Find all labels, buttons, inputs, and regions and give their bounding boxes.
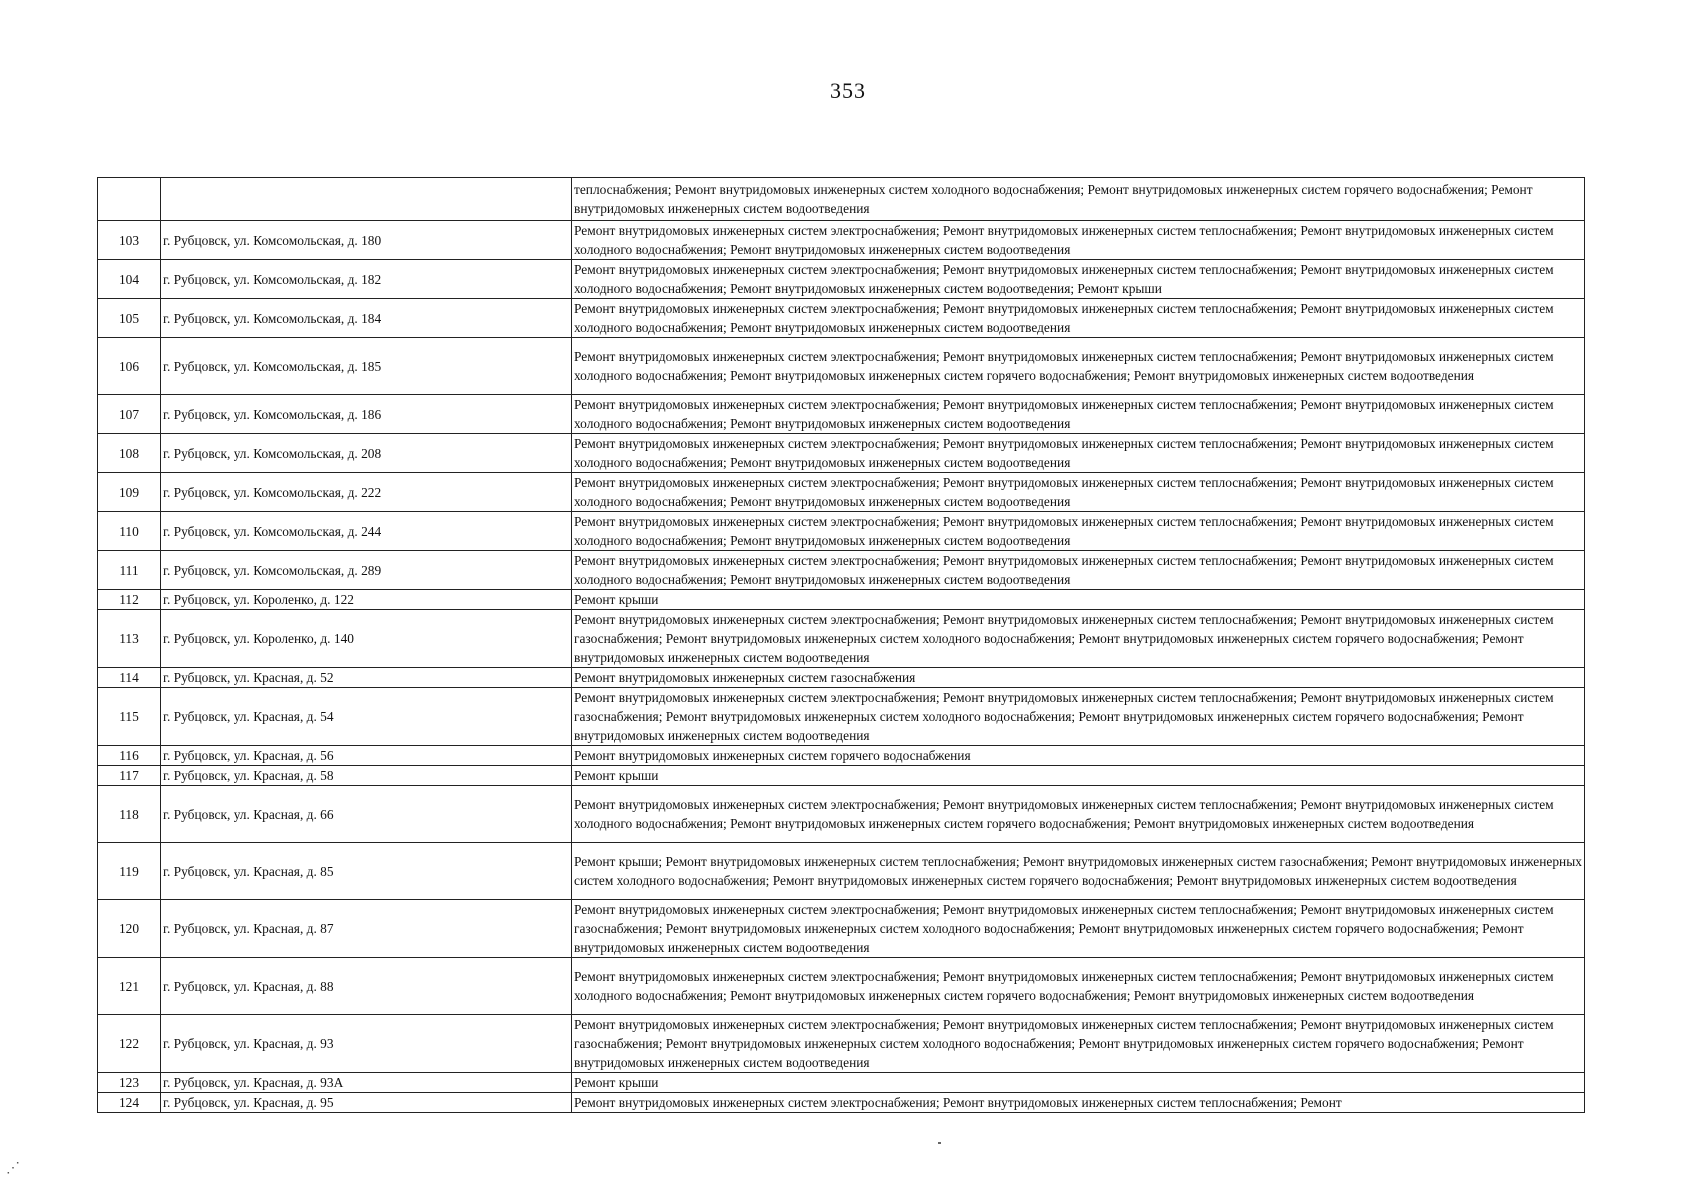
- table-row: [98, 512, 1585, 551]
- table-row: [98, 786, 1585, 843]
- row-works: Ремонт крыши: [572, 766, 1585, 786]
- row-number: [98, 178, 161, 221]
- row-number: 121: [98, 958, 161, 1015]
- row-address: г. Рубцовск, ул. Короленко, д. 122: [161, 590, 572, 610]
- row-address: г. Рубцовск, ул. Комсомольская, д. 180: [161, 221, 572, 260]
- scan-artifact: ⋰: [6, 1161, 20, 1176]
- row-number: 119: [98, 843, 161, 900]
- row-number: 104: [98, 260, 161, 299]
- row-number: 107: [98, 395, 161, 434]
- row-number: 112: [98, 590, 161, 610]
- row-address: г. Рубцовск, ул. Красная, д. 88: [161, 958, 572, 1015]
- table-row: [98, 434, 1585, 473]
- row-works: Ремонт внутридомовых инженерных систем электроснабжения; Ремонт внутридомовых инженерных систем теплоснабжения; Ремонт внутридомовых инженерных систем газоснабжения; Ремонт внутридомовых инженерных систем холодного водоснабжения; Ремонт внутридомовых инженерных систем горячего водоснабжения; Ремонт внутридомовых инженерных систем водоотведения: [572, 610, 1585, 668]
- table-row: [98, 590, 1585, 610]
- row-address: г. Рубцовск, ул. Комсомольская, д. 185: [161, 338, 572, 395]
- row-number: 120: [98, 900, 161, 958]
- row-number: 108: [98, 434, 161, 473]
- table-row: [98, 900, 1585, 958]
- table-row: [98, 766, 1585, 786]
- table-row: [98, 299, 1585, 338]
- row-number: 106: [98, 338, 161, 395]
- row-number: 109: [98, 473, 161, 512]
- row-works: Ремонт внутридомовых инженерных систем горячего водоснабжения: [572, 746, 1585, 766]
- table-row: [98, 473, 1585, 512]
- row-works: Ремонт внутридомовых инженерных систем электроснабжения; Ремонт внутридомовых инженерных систем теплоснабжения; Ремонт внутридомовых инженерных систем газоснабжения; Ремонт внутридомовых инженерных систем холодного водоснабжения; Ремонт внутридомовых инженерных систем горячего водоснабжения; Ремонт внутридомовых инженерных систем водоотведения: [572, 900, 1585, 958]
- table-row: [98, 260, 1585, 299]
- row-number: 113: [98, 610, 161, 668]
- row-address: [161, 178, 572, 221]
- table-row: [98, 668, 1585, 688]
- row-works: Ремонт внутридомовых инженерных систем электроснабжения; Ремонт внутридомовых инженерных систем теплоснабжения; Ремонт внутридомовых инженерных систем холодного водоснабжения; Ремонт внутридомовых инженерных систем водоотведения: [572, 473, 1585, 512]
- row-works: Ремонт внутридомовых инженерных систем электроснабжения; Ремонт внутридомовых инженерных систем теплоснабжения; Ремонт: [572, 1093, 1585, 1113]
- row-number: 122: [98, 1015, 161, 1073]
- row-number: 117: [98, 766, 161, 786]
- table-row: [98, 958, 1585, 1015]
- row-address: г. Рубцовск, ул. Комсомольская, д. 184: [161, 299, 572, 338]
- row-works: Ремонт крыши: [572, 590, 1585, 610]
- row-number: 103: [98, 221, 161, 260]
- row-works: Ремонт внутридомовых инженерных систем электроснабжения; Ремонт внутридомовых инженерных систем теплоснабжения; Ремонт внутридомовых инженерных систем холодного водоснабжения; Ремонт внутридомовых инженерных систем водоотведения: [572, 221, 1585, 260]
- row-works: Ремонт внутридомовых инженерных систем электроснабжения; Ремонт внутридомовых инженерных систем теплоснабжения; Ремонт внутридомовых инженерных систем холодного водоснабжения; Ремонт внутридомовых инженерных систем горячего водоснабжения; Ремонт внутридомовых инженерных систем водоотведения: [572, 338, 1585, 395]
- row-address: г. Рубцовск, ул. Комсомольская, д. 182: [161, 260, 572, 299]
- row-address: г. Рубцовск, ул. Красная, д. 54: [161, 688, 572, 746]
- row-number: 110: [98, 512, 161, 551]
- row-works: Ремонт крыши; Ремонт внутридомовых инженерных систем теплоснабжения; Ремонт внутридомовых инженерных систем газоснабжения; Ремонт внутридомовых инженерных систем холодного водоснабжения; Ремонт внутридомовых инженерных систем горячего водоснабжения; Ремонт внутридомовых инженерных систем водоотведения: [572, 843, 1585, 900]
- table-row: [98, 688, 1585, 746]
- table-row: [98, 746, 1585, 766]
- row-works: Ремонт внутридомовых инженерных систем электроснабжения; Ремонт внутридомовых инженерных систем теплоснабжения; Ремонт внутридомовых инженерных систем газоснабжения; Ремонт внутридомовых инженерных систем холодного водоснабжения; Ремонт внутридомовых инженерных систем горячего водоснабжения; Ремонт внутридомовых инженерных систем водоотведения: [572, 1015, 1585, 1073]
- row-address: г. Рубцовск, ул. Комсомольская, д. 208: [161, 434, 572, 473]
- row-works: Ремонт внутридомовых инженерных систем электроснабжения; Ремонт внутридомовых инженерных систем теплоснабжения; Ремонт внутридомовых инженерных систем газоснабжения; Ремонт внутридомовых инженерных систем холодного водоснабжения; Ремонт внутридомовых инженерных систем горячего водоснабжения; Ремонт внутридомовых инженерных систем водоотведения: [572, 688, 1585, 746]
- row-works: Ремонт внутридомовых инженерных систем электроснабжения; Ремонт внутридомовых инженерных систем теплоснабжения; Ремонт внутридомовых инженерных систем холодного водоснабжения; Ремонт внутридомовых инженерных систем горячего водоснабжения; Ремонт внутридомовых инженерных систем водоотведения: [572, 958, 1585, 1015]
- row-works: Ремонт внутридомовых инженерных систем электроснабжения; Ремонт внутридомовых инженерных систем теплоснабжения; Ремонт внутридомовых инженерных систем холодного водоснабжения; Ремонт внутридомовых инженерных систем водоотведения: [572, 551, 1585, 590]
- table-row: [98, 843, 1585, 900]
- table-body: [98, 178, 1585, 1113]
- row-number: 118: [98, 786, 161, 843]
- table-row: [98, 178, 1585, 221]
- row-address: г. Рубцовск, ул. Комсомольская, д. 244: [161, 512, 572, 551]
- table-row: [98, 1015, 1585, 1073]
- row-address: г. Рубцовск, ул. Красная, д. 58: [161, 766, 572, 786]
- row-number: 111: [98, 551, 161, 590]
- row-number: 124: [98, 1093, 161, 1113]
- row-address: г. Рубцовск, ул. Короленко, д. 140: [161, 610, 572, 668]
- row-address: г. Рубцовск, ул. Комсомольская, д. 289: [161, 551, 572, 590]
- table-row: [98, 1093, 1585, 1113]
- row-works: Ремонт внутридомовых инженерных систем электроснабжения; Ремонт внутридомовых инженерных систем теплоснабжения; Ремонт внутридомовых инженерных систем холодного водоснабжения; Ремонт внутридомовых инженерных систем водоотведения: [572, 434, 1585, 473]
- row-address: г. Рубцовск, ул. Красная, д. 85: [161, 843, 572, 900]
- row-address: г. Рубцовск, ул. Комсомольская, д. 186: [161, 395, 572, 434]
- row-works: теплоснабжения; Ремонт внутридомовых инженерных систем холодного водоснабжения; Ремонт внутридомовых инженерных систем горячего водоснабжения; Ремонт внутридомовых инженерных систем водоотведения: [572, 178, 1585, 221]
- table-row: [98, 551, 1585, 590]
- scan-dot: [938, 1142, 941, 1144]
- row-address: г. Рубцовск, ул. Красная, д. 56: [161, 746, 572, 766]
- page-number: 353: [830, 78, 866, 103]
- row-works: Ремонт внутридомовых инженерных систем электроснабжения; Ремонт внутридомовых инженерных систем теплоснабжения; Ремонт внутридомовых инженерных систем холодного водоснабжения; Ремонт внутридомовых инженерных систем горячего водоснабжения; Ремонт внутридомовых инженерных систем водоотведения: [572, 786, 1585, 843]
- row-works: Ремонт внутридомовых инженерных систем электроснабжения; Ремонт внутридомовых инженерных систем теплоснабжения; Ремонт внутридомовых инженерных систем холодного водоснабжения; Ремонт внутридомовых инженерных систем водоотведения; Ремонт крыши: [572, 260, 1585, 299]
- table-row: [98, 1073, 1585, 1093]
- row-number: 105: [98, 299, 161, 338]
- repair-register-table: [97, 177, 1585, 1113]
- row-number: 123: [98, 1073, 161, 1093]
- table-row: [98, 395, 1585, 434]
- row-works: Ремонт крыши: [572, 1073, 1585, 1093]
- table-row: [98, 610, 1585, 668]
- row-works: Ремонт внутридомовых инженерных систем газоснабжения: [572, 668, 1585, 688]
- row-address: г. Рубцовск, ул. Красная, д. 87: [161, 900, 572, 958]
- row-number: 116: [98, 746, 161, 766]
- row-number: 115: [98, 688, 161, 746]
- row-works: Ремонт внутридомовых инженерных систем электроснабжения; Ремонт внутридомовых инженерных систем теплоснабжения; Ремонт внутридомовых инженерных систем холодного водоснабжения; Ремонт внутридомовых инженерных систем водоотведения: [572, 512, 1585, 551]
- table-row: [98, 338, 1585, 395]
- row-number: 114: [98, 668, 161, 688]
- row-address: г. Рубцовск, ул. Красная, д. 93: [161, 1015, 572, 1073]
- row-works: Ремонт внутридомовых инженерных систем электроснабжения; Ремонт внутридомовых инженерных систем теплоснабжения; Ремонт внутридомовых инженерных систем холодного водоснабжения; Ремонт внутридомовых инженерных систем водоотведения: [572, 395, 1585, 434]
- row-address: г. Рубцовск, ул. Красная, д. 52: [161, 668, 572, 688]
- row-works: Ремонт внутридомовых инженерных систем электроснабжения; Ремонт внутридомовых инженерных систем теплоснабжения; Ремонт внутридомовых инженерных систем холодного водоснабжения; Ремонт внутридомовых инженерных систем водоотведения: [572, 299, 1585, 338]
- row-address: г. Рубцовск, ул. Красная, д. 95: [161, 1093, 572, 1113]
- table-row: [98, 221, 1585, 260]
- row-address: г. Рубцовск, ул. Комсомольская, д. 222: [161, 473, 572, 512]
- row-address: г. Рубцовск, ул. Красная, д. 66: [161, 786, 572, 843]
- row-address: г. Рубцовск, ул. Красная, д. 93А: [161, 1073, 572, 1093]
